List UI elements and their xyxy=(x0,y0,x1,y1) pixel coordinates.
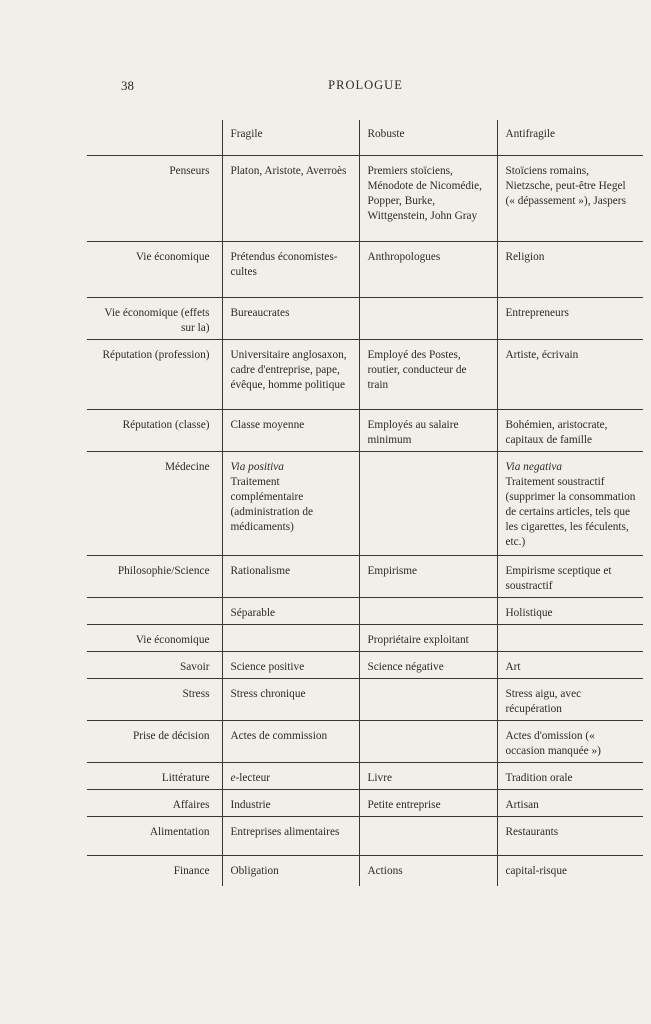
table-row xyxy=(87,790,643,817)
header-antifragile: Antifragile xyxy=(497,120,643,156)
row-label: Prise de décision xyxy=(87,721,222,763)
cell-fragile: Platon, Aristote, Averroès xyxy=(222,156,359,242)
cell-robuste xyxy=(359,817,497,856)
cell-fragile: Séparable xyxy=(222,598,359,625)
cell-robuste xyxy=(359,598,497,625)
cell-antifragile: Religion xyxy=(497,242,643,298)
row-label xyxy=(87,598,222,625)
cell-robuste xyxy=(359,298,497,340)
cell-antifragile: Artiste, écrivain xyxy=(497,340,643,410)
cell-robuste xyxy=(359,721,497,763)
cell-robuste: Employé des Postes, routier, conducteur de train xyxy=(359,340,497,410)
cell-fragile: Rationalisme xyxy=(222,556,359,598)
cell-antifragile: Actes d'omission (« occasion manquée ») xyxy=(497,721,643,763)
row-label: Vie économique (effets sur la) xyxy=(87,298,222,340)
cell-robuste: Actions xyxy=(359,856,497,886)
header-label-column xyxy=(87,120,222,156)
cell-fragile: Obligation xyxy=(222,856,359,886)
table-row xyxy=(87,598,643,625)
table-row xyxy=(87,679,643,721)
cell-italic-heading: Via positiva xyxy=(230,461,284,473)
cell-fragile: Bureaucrates xyxy=(222,298,359,340)
cell-antifragile: Tradition orale xyxy=(497,763,643,790)
row-label: Littérature xyxy=(87,763,222,790)
table-row xyxy=(87,298,643,340)
cell-italic-heading: Via negativa xyxy=(505,461,563,473)
cell-fragile: Prétendus économistes-cultes xyxy=(222,242,359,298)
cell-antifragile: Artisan xyxy=(497,790,643,817)
table-row xyxy=(87,410,643,452)
cell-robuste: Premiers stoïciens, Ménodote de Nicomédie, Popper, Burke, Wittgenstein, John Gray xyxy=(359,156,497,242)
cell-antifragile: capital-risque xyxy=(497,856,643,886)
table-row xyxy=(87,817,643,856)
page-number: 38 xyxy=(121,78,134,93)
table-row xyxy=(87,625,643,652)
row-label: Savoir xyxy=(87,652,222,679)
cell-antifragile: Restaurants xyxy=(497,817,643,856)
table-row xyxy=(87,556,643,598)
cell-fragile: Universitaire anglosaxon, cadre d'entreprise, pape, évêque, homme politique xyxy=(222,340,359,410)
cell-fragile: Stress chronique xyxy=(222,679,359,721)
comparison-table xyxy=(87,120,643,886)
cell-text: -lecteur xyxy=(235,772,271,784)
cell-robuste: Science négative xyxy=(359,652,497,679)
cell-antifragile: Empirisme sceptique et soustractif xyxy=(497,556,643,598)
cell-antifragile: Stoïciens romains, Nietzsche, peut-être Hegel (« dépassement »), Jaspers xyxy=(497,156,643,242)
table-header-row xyxy=(87,120,643,156)
cell-antifragile: Bohémien, aristocrate, capitaux de famille xyxy=(497,410,643,452)
cell-robuste: Propriétaire exploitant xyxy=(359,625,497,652)
row-label: Stress xyxy=(87,679,222,721)
running-head: PROLOGUE xyxy=(328,78,403,92)
header-fragile: Fragile xyxy=(222,120,359,156)
table-row xyxy=(87,242,643,298)
cell-robuste: Petite entreprise xyxy=(359,790,497,817)
row-label: Réputation (profession) xyxy=(87,340,222,410)
cell-text: Traitement complémentaire (administration de médicaments) xyxy=(230,476,314,533)
cell-robuste xyxy=(359,452,497,556)
cell-fragile: Science positive xyxy=(222,652,359,679)
cell-fragile: Classe moyenne xyxy=(222,410,359,452)
row-label: Finance xyxy=(87,856,222,886)
cell-fragile: Actes de commission xyxy=(222,721,359,763)
cell-fragile xyxy=(222,625,359,652)
table-row xyxy=(87,156,643,242)
row-label: Vie économique xyxy=(87,242,222,298)
table-row xyxy=(87,721,643,763)
table-row xyxy=(87,652,643,679)
cell-antifragile: Entrepreneurs xyxy=(497,298,643,340)
cell-fragile xyxy=(222,452,359,556)
table-row xyxy=(87,763,643,790)
header-robuste: Robuste xyxy=(359,120,497,156)
row-label: Alimentation xyxy=(87,817,222,856)
row-label: Penseurs xyxy=(87,156,222,242)
row-label: Vie économique xyxy=(87,625,222,652)
cell-antifragile: Art xyxy=(497,652,643,679)
table-row xyxy=(87,452,643,556)
row-label: Réputation (classe) xyxy=(87,410,222,452)
cell-robuste: Livre xyxy=(359,763,497,790)
cell-fragile: Industrie xyxy=(222,790,359,817)
row-label: Médecine xyxy=(87,452,222,556)
cell-antifragile xyxy=(497,452,643,556)
row-label: Philosophie/Science xyxy=(87,556,222,598)
table-row xyxy=(87,340,643,410)
table-row xyxy=(87,856,643,886)
cell-fragile: Entreprises alimentaires xyxy=(222,817,359,856)
cell-text: Traitement soustractif (supprimer la consommation de certains articles, tels que les cigarettes, les féculents, etc.) xyxy=(505,476,636,548)
row-label: Affaires xyxy=(87,790,222,817)
cell-italic-prefix: e xyxy=(230,772,236,784)
cell-antifragile xyxy=(497,625,643,652)
cell-antifragile: Holistique xyxy=(497,598,643,625)
cell-antifragile: Stress aigu, avec récupération xyxy=(497,679,643,721)
cell-robuste xyxy=(359,679,497,721)
cell-robuste: Anthropologues xyxy=(359,242,497,298)
cell-robuste: Empirisme xyxy=(359,556,497,598)
cell-fragile xyxy=(222,763,359,790)
cell-robuste: Employés au salaire minimum xyxy=(359,410,497,452)
